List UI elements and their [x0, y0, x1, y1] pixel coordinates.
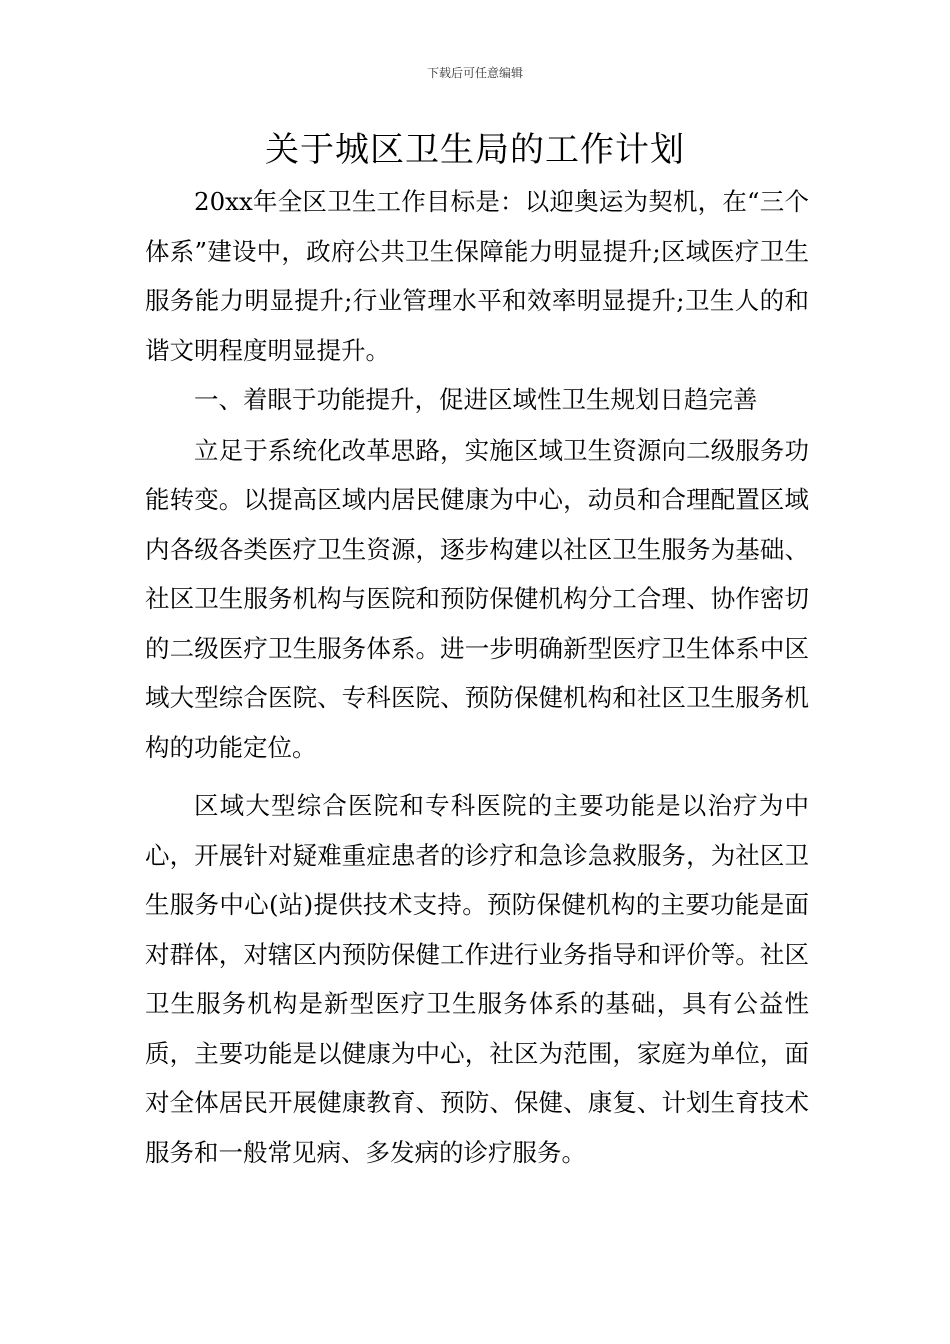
- document-title: 关于城区卫生局的工作计划: [265, 130, 685, 170]
- header-note: 下载后可任意编辑: [426, 66, 523, 80]
- paragraph-intro: 20xx年全区卫生工作目标是：以迎奥运为契机，在“三个体系”建设中，政府公共卫生保障能力明显提升;区域医疗卫生服务能力明显提升;行业管理水平和效率明显提升;卫生人的和谐文明程度明显提升。: [145, 187, 809, 365]
- document-body: [145, 177, 809, 1177]
- paragraph-functions: 区域大型综合医院和专科医院的主要功能是以治疗为中心，开展针对疑难重症患者的诊疗和急诊急救服务，为社区卫生服务中心(站)提供技术支持。预防保健机构的主要功能是面对群体，对辖区内预防保健工作进行业务指导和评价等。社区卫生服务机构是新型医疗卫生服务体系的基础，具有公益性质，主要功能是以健康为中心，社区为范围，家庭为单位，面对全体居民开展健康教育、预防、保健、康复、计划生育技术服务和一般常见病、多发病的诊疗服务。: [145, 791, 809, 1167]
- section-heading-1: 一、着眼于功能提升，促进区域性卫生规划日趋完善: [194, 385, 758, 414]
- paragraph-section-1: 立足于系统化改革思路，实施区域卫生资源向二级服务功能转变。以提高区域内居民健康为中心，动员和合理配置区域内各级各类医疗卫生资源，逐步构建以社区卫生服务为基础、社区卫生服务机构与医院和预防保健机构分工合理、协作密切的二级医疗卫生服务体系。进一步明确新型医疗卫生体系中区域大型综合医院、专科医院、预防保健机构和社区卫生服务机构的功能定位。: [145, 435, 809, 762]
